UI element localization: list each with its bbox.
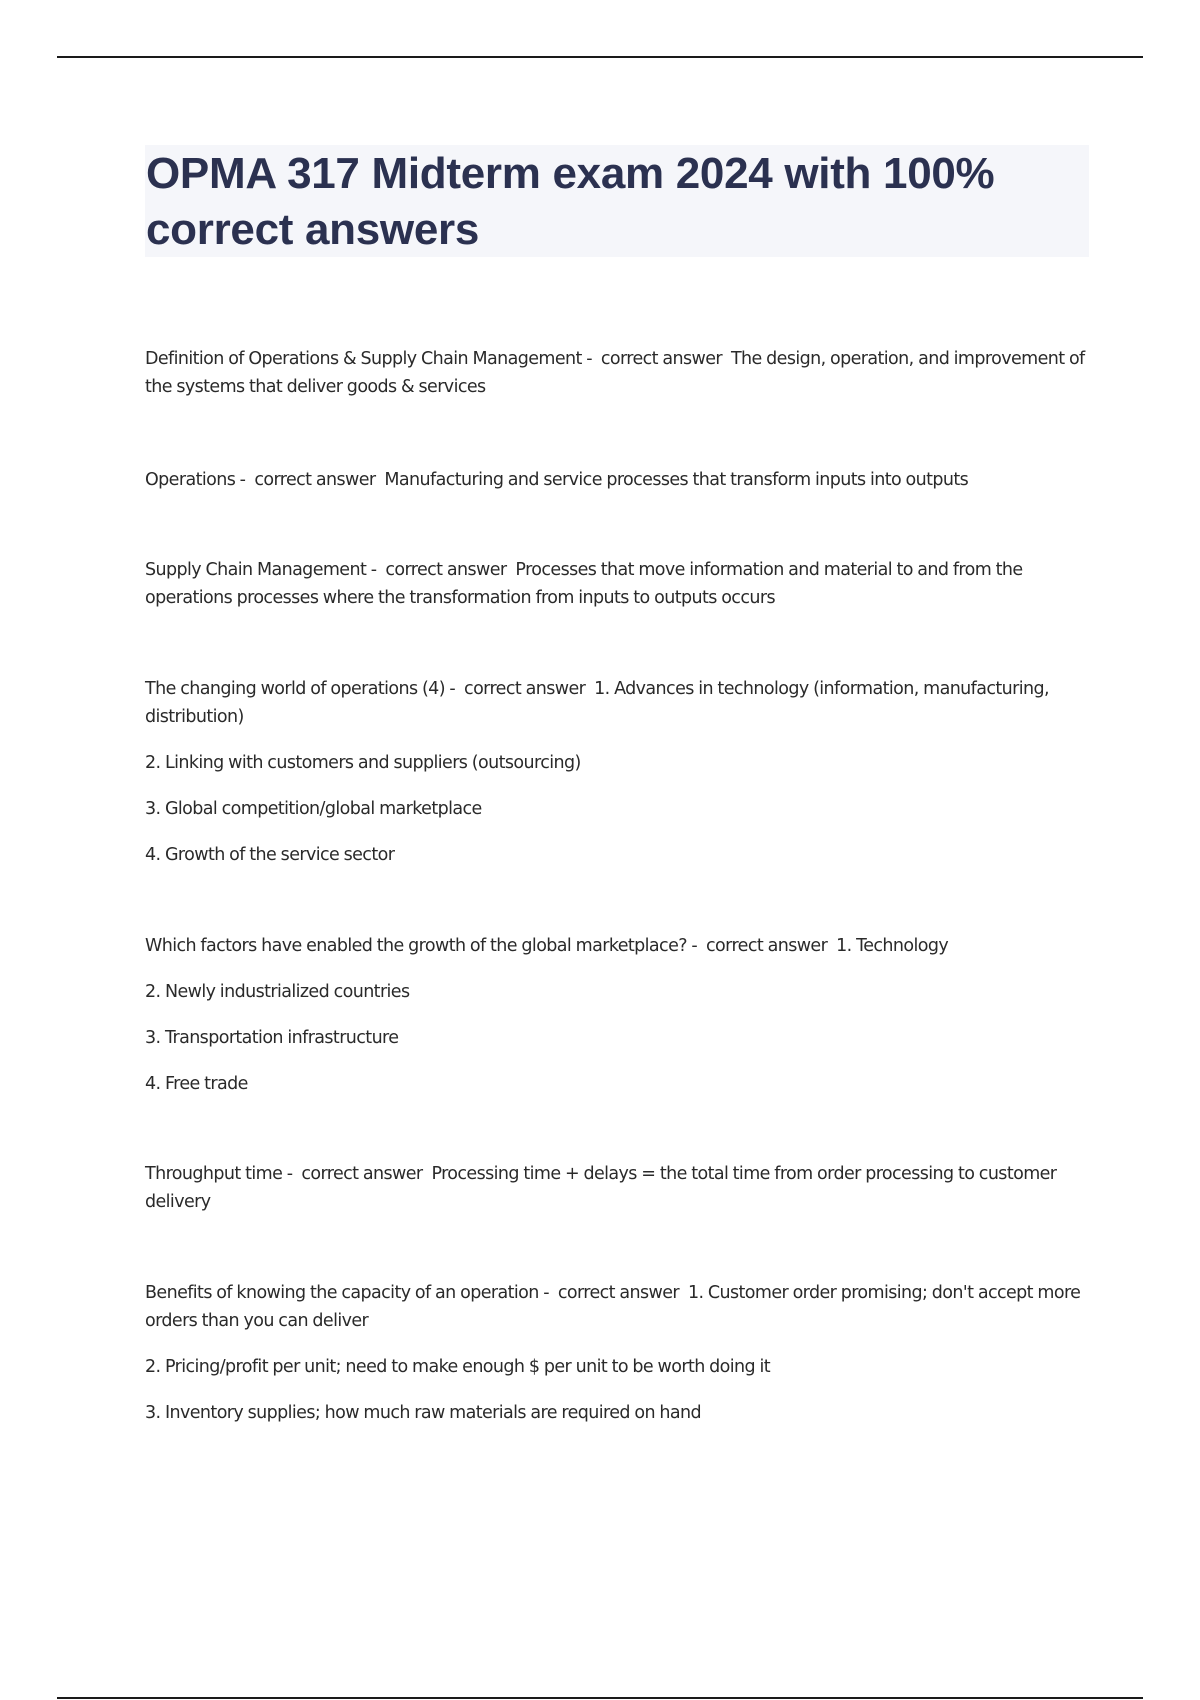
answer-text: 1. Advances in technology (information, manufacturing, distribution) xyxy=(145,679,1049,727)
qa-entry xyxy=(145,932,948,1098)
answer-separator: - correct answer xyxy=(282,1164,432,1184)
answer-list-item: 2. Linking with customers and suppliers (outsourcing) xyxy=(145,753,581,773)
page-title: OPMA 317 Midterm exam 2024 with 100% correct answers xyxy=(146,149,995,254)
answer-separator: - correct answer xyxy=(444,679,595,699)
qa-line xyxy=(145,675,1095,731)
qa-entry xyxy=(145,345,1095,401)
bottom-rule xyxy=(57,1697,1143,1699)
question-text: Benefits of knowing the capacity of an operation xyxy=(145,1283,539,1303)
question-text: The changing world of operations (4) xyxy=(145,679,445,699)
top-rule xyxy=(57,56,1143,58)
answer-text: Processes that move information and material to and from the operations processes where the transformation from inputs to outputs occurs xyxy=(145,560,1023,608)
question-text: Definition of Operations & Supply Chain Management xyxy=(145,349,582,369)
answer-list-item: 3. Inventory supplies; how much raw materials are required on hand xyxy=(145,1403,702,1423)
question-text: Throughput time xyxy=(145,1164,283,1184)
qa-line xyxy=(145,1279,1095,1335)
answer-separator: - correct answer xyxy=(538,1283,688,1303)
qa-line xyxy=(145,932,948,960)
qa-entry xyxy=(145,1279,1095,1427)
qa-entry xyxy=(145,466,968,494)
answer-list-item: 4. Growth of the service sector xyxy=(145,845,395,865)
answer-list-item: 3. Global competition/global marketplace xyxy=(145,799,482,819)
answer-list-item: 4. Free trade xyxy=(145,1074,248,1094)
answer-list-item: 2. Newly industrialized countries xyxy=(145,982,410,1002)
answer-separator: - correct answer xyxy=(235,470,385,490)
qa-line xyxy=(145,466,968,494)
answer-separator: - correct answer xyxy=(686,936,837,956)
qa-entry xyxy=(145,1160,1095,1216)
answer-text: The design, operation, and improvement of the systems that deliver goods & services xyxy=(145,349,1085,397)
answer-text: 1. Customer order promising; don't accept more orders than you can deliver xyxy=(145,1283,1081,1331)
answer-separator: - correct answer xyxy=(366,560,516,580)
answer-text: 1. Technology xyxy=(836,936,949,956)
qa-line xyxy=(145,1160,1095,1216)
answer-text: Processing time + delays = the total time from order processing to customer delivery xyxy=(145,1164,1057,1212)
qa-line xyxy=(145,556,1095,612)
qa-entry xyxy=(145,556,1095,612)
answer-list-item: 3. Transportation infrastructure xyxy=(145,1028,399,1048)
qa-entry xyxy=(145,675,1095,869)
qa-line xyxy=(145,345,1095,401)
answer-separator: - correct answer xyxy=(581,349,731,369)
answer-text: Manufacturing and service processes that transform inputs into outputs xyxy=(384,470,969,490)
question-text: Which factors have enabled the growth of the global marketplace? xyxy=(145,936,687,956)
question-text: Supply Chain Management xyxy=(145,560,367,580)
answer-list-item: 2. Pricing/profit per unit; need to make enough $ per unit to be worth doing it xyxy=(145,1357,771,1377)
question-text: Operations xyxy=(145,470,236,490)
